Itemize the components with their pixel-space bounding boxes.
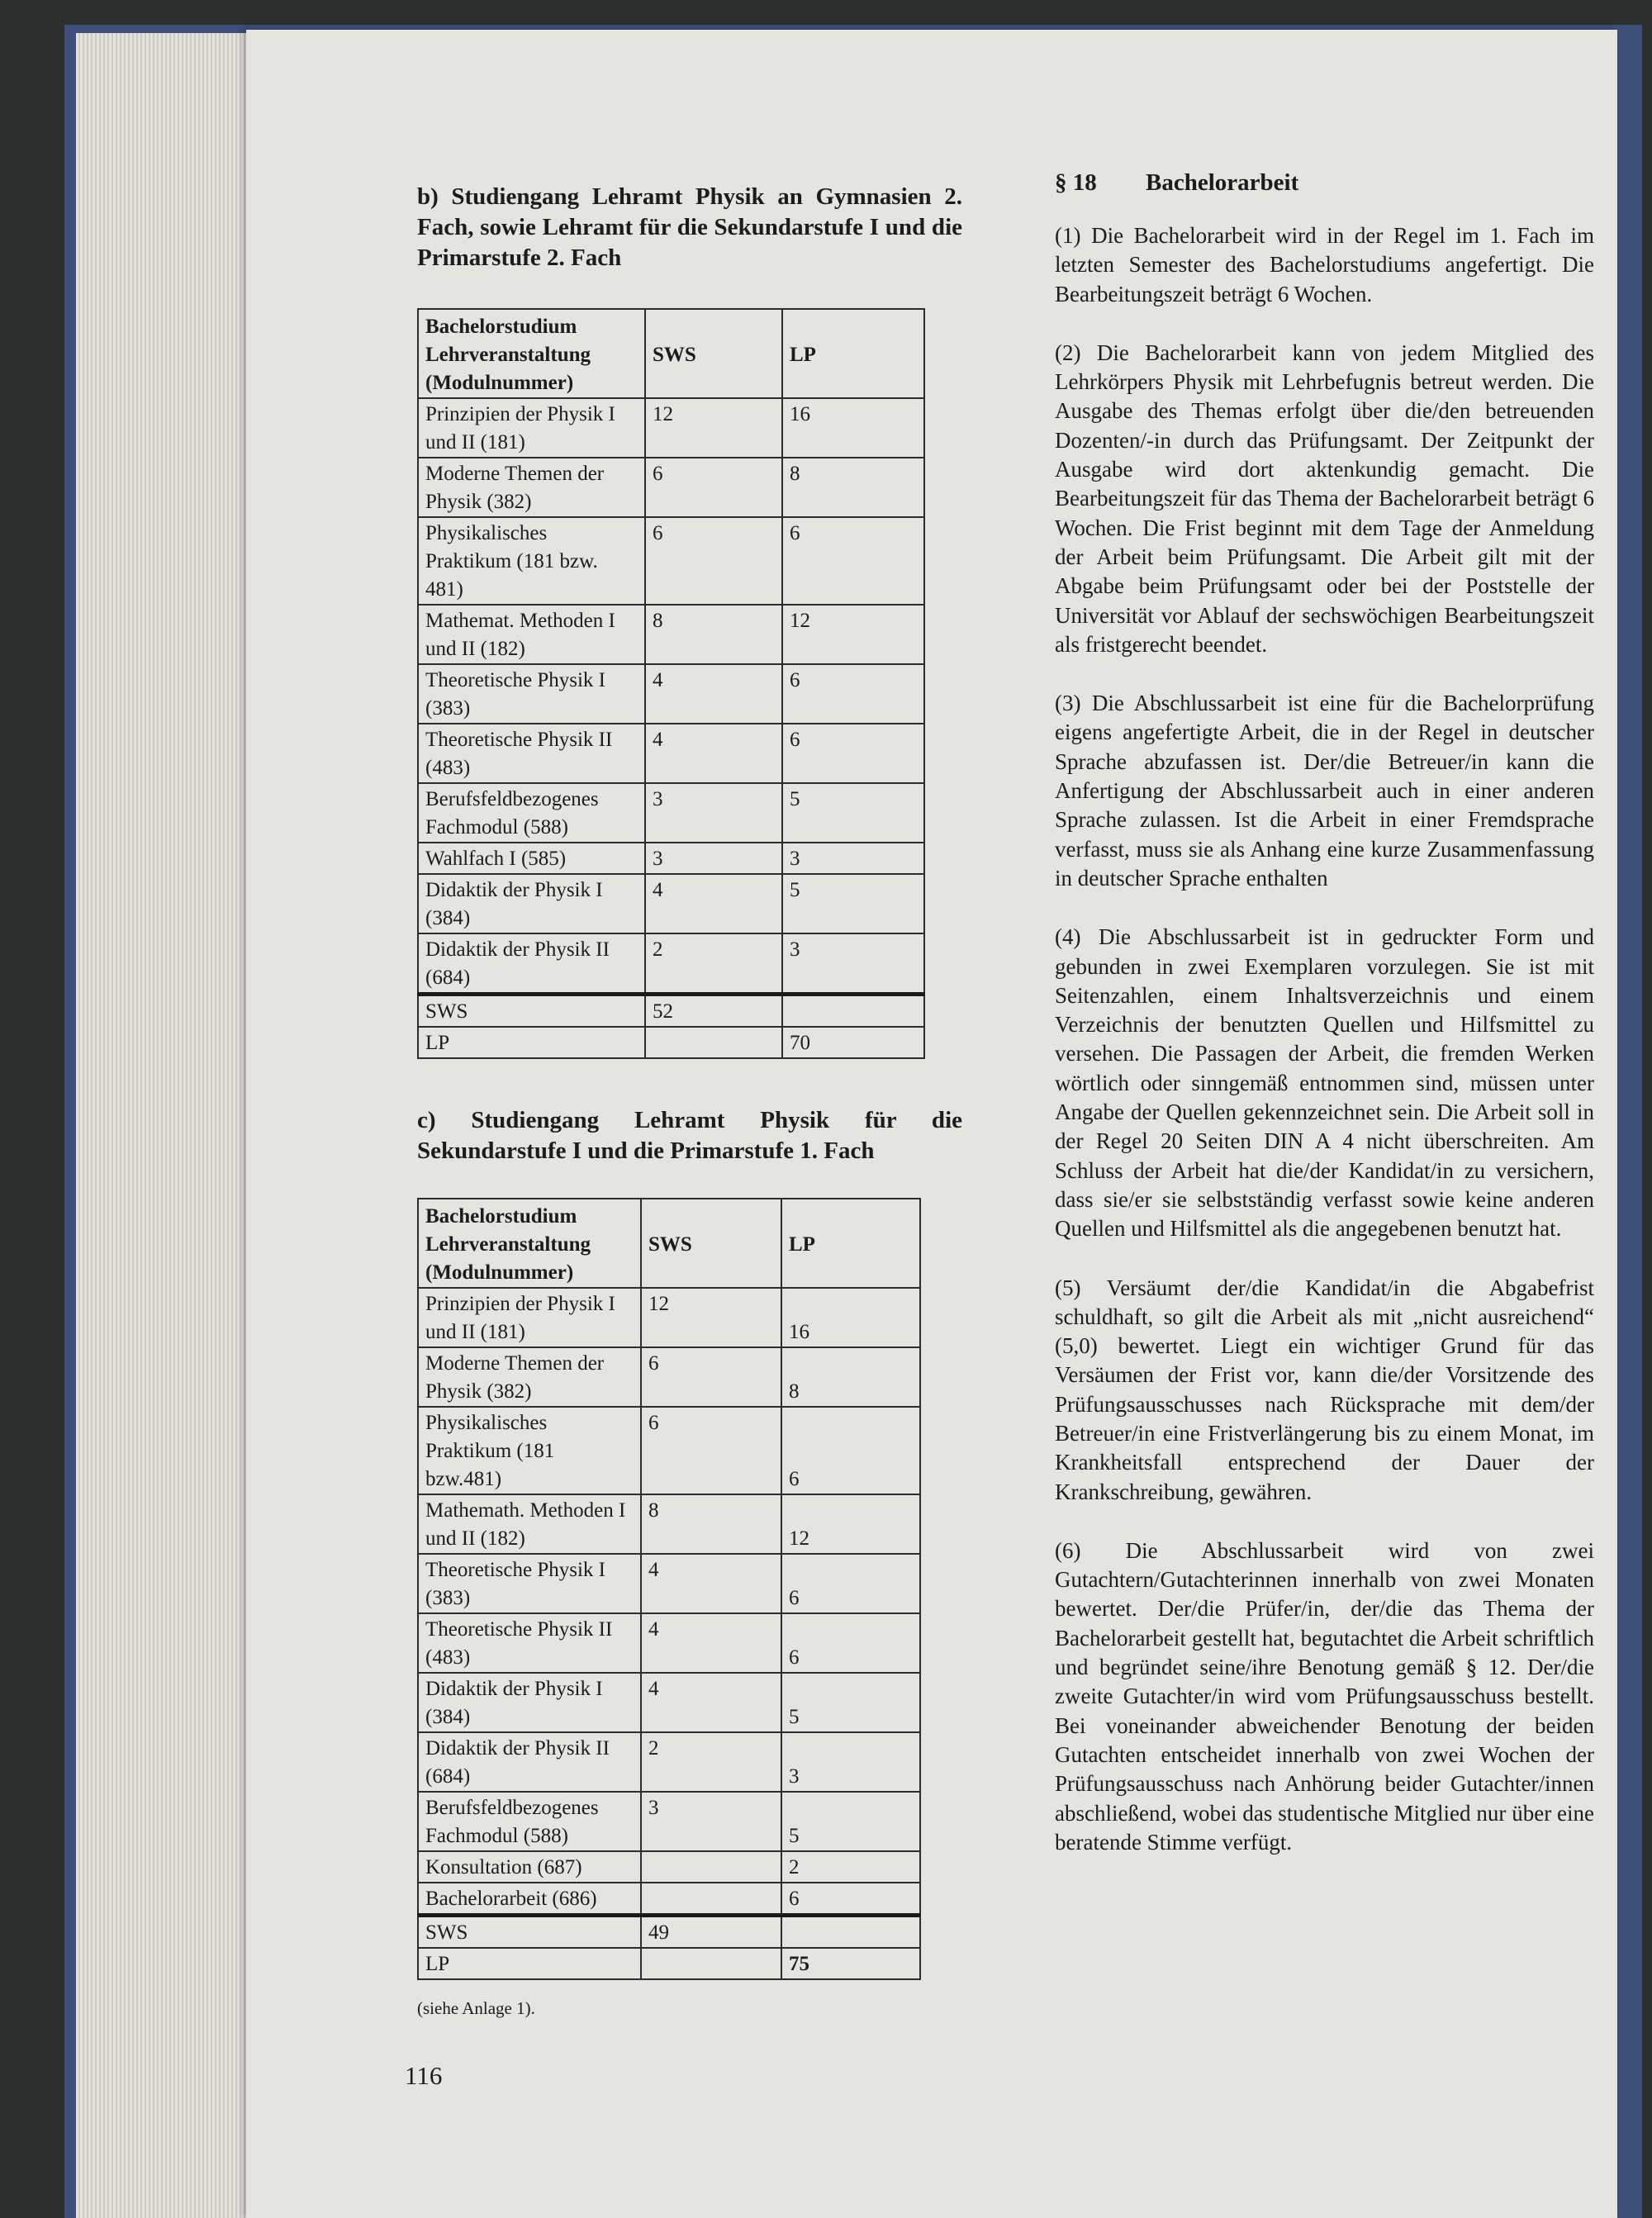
- table-row: [418, 605, 924, 664]
- cell-sws: 3: [641, 1792, 781, 1851]
- cell-course: Theoretische Physik I (383): [418, 1554, 641, 1613]
- cell-lp: 6: [782, 664, 924, 724]
- cell-sws: 4: [645, 874, 782, 933]
- cell-sws: 3: [645, 843, 782, 874]
- table-row: [418, 458, 924, 517]
- cell-total-label: SWS: [418, 995, 645, 1028]
- cell-sws: 6: [641, 1407, 781, 1494]
- total-row-lp: [418, 1027, 924, 1058]
- cell-course: Theoretische Physik II (483): [418, 724, 645, 783]
- cell-lp: 5: [781, 1673, 920, 1732]
- table-row: [418, 398, 924, 458]
- cell-total-label: SWS: [418, 1916, 641, 1949]
- cell-course: Physikalisches Praktikum (181 bzw. 481): [418, 517, 645, 605]
- cell-course: Didaktik der Physik II (684): [418, 933, 645, 995]
- table-row: [418, 1883, 920, 1916]
- header-sws: SWS: [645, 309, 782, 398]
- cell-lp: 8: [781, 1347, 920, 1407]
- cell-total-lp: 70: [782, 1027, 924, 1058]
- cell-lp: 5: [782, 783, 924, 843]
- table-row: [418, 1288, 920, 1347]
- cell-lp: 6: [781, 1407, 920, 1494]
- cell-lp: 6: [781, 1554, 920, 1613]
- cell-lp: 12: [781, 1494, 920, 1554]
- section-number: § 18: [1055, 169, 1097, 196]
- cell-course: Moderne Themen der Physik (382): [418, 1347, 641, 1407]
- cell-lp: 12: [782, 605, 924, 664]
- total-row-sws: [418, 995, 924, 1028]
- cell-course: Mathemat. Methoden I und II (182): [418, 605, 645, 664]
- table-header-row: [418, 309, 924, 398]
- cell-course: Prinzipien der Physik I und II (181): [418, 1288, 641, 1347]
- cell-total-lp: [782, 995, 924, 1028]
- table-row: [418, 1851, 920, 1883]
- cell-total-label: LP: [418, 1948, 641, 1979]
- section-title: Bachelorarbeit: [1146, 169, 1299, 196]
- heading-c: c) Studiengang Lehramt Physik für die Sekundarstufe I und die Primarstufe 1. Fach: [417, 1107, 962, 1164]
- cell-total-sws: [645, 1027, 782, 1058]
- cell-total-sws: 52: [645, 995, 782, 1028]
- header-course: Bachelorstudium Lehrveranstaltung (Modulnummer): [418, 309, 645, 398]
- paragraph-6: (6) Die Abschlussarbeit wird von zwei Gutachtern/Gutachterinnen innerhalb von zwei Monaten bewertet. Der/die Prüfer/in, der/die das Thema der Bachelorarbeit gestellt hat, begutachtet die Arbeit schriftlich und begründet seine/ihre Benotung gemäß § 12. Der/die zweite Gutachter/in wird vom Prüfungsausschuss bestellt. Bei voneinander abweichender Benotung der beiden Gutachten entscheidet innerhalb von zwei Wochen der Prüfungsausschuss nach Anhörung beider Gutachter/innen abschließend, wobei das studentische Mitglied nur über eine beratende Stimme verfügt.: [1055, 1537, 1594, 1855]
- paragraph-1: (1) Die Bachelorarbeit wird in der Regel im 1. Fach im letzten Semester des Bachelorstudiums angefertigt. Die Bearbeitungszeit beträgt 6 Wochen.: [1055, 223, 1594, 306]
- table-row: [418, 1732, 920, 1792]
- cell-course: Konsultation (687): [418, 1851, 641, 1883]
- cell-lp: 3: [781, 1732, 920, 1792]
- header-lp: LP: [782, 309, 924, 398]
- cell-lp: 5: [781, 1792, 920, 1851]
- table-row: [418, 1792, 920, 1851]
- cell-course: Physikalisches Praktikum (181 bzw.481): [418, 1407, 641, 1494]
- cell-lp: 16: [782, 398, 924, 458]
- cell-sws: 4: [645, 664, 782, 724]
- cell-total-label: LP: [418, 1027, 645, 1058]
- table-row: [418, 843, 924, 874]
- page-edges: [76, 33, 266, 2218]
- total-row-sws: [418, 1916, 920, 1949]
- cell-sws: [641, 1851, 781, 1883]
- table-b: [417, 308, 925, 1059]
- cell-course: Moderne Themen der Physik (382): [418, 458, 645, 517]
- cell-lp: 6: [781, 1613, 920, 1673]
- cell-course: Wahlfach I (585): [418, 843, 645, 874]
- paragraph-2: (2) Die Bachelorarbeit kann von jedem Mitglied des Lehrkörpers Physik mit Lehrbefugnis betreut werden. Die Ausgabe des Themas erfolgt über die/den betreuenden Dozenten/-in durch das Prüfungsamt. Der Zeitpunkt der Ausgabe wird dort aktenkundig gemacht. Die Bearbeitungszeit für das Thema der Bachelorarbeit beträgt 6 Wochen. Die Frist beginnt mit dem Tage der Anmeldung der Arbeit beim Prüfungsamt. Die Arbeit gilt mit der Abgabe beim Prüfungsamt oder bei der Poststelle der Universität vor Ablauf der sechswöchigen Bearbeitungszeit als fristgerecht beendet.: [1055, 340, 1594, 657]
- table-row: [418, 1494, 920, 1554]
- table-header-row: [418, 1199, 920, 1288]
- cell-lp: 2: [781, 1851, 920, 1883]
- cell-sws: 4: [641, 1673, 781, 1732]
- table-row: [418, 1554, 920, 1613]
- paragraph-4: (4) Die Abschlussarbeit ist in gedruckter Form und gebunden in zwei Exemplaren vorzulegen. Sie ist mit Seitenzahlen, einem Inhaltsverzeichnis und einem Verzeichnis der benutzten Quellen und Hilfsmittel zu versehen. Die Passagen der Arbeit, die fremden Werken wörtlich oder sinngemäß entnommen sind, müssen unter Angabe der Quellen gekennzeichnet sein. Die Arbeit soll in der Regel 20 Seiten DIN A 4 nicht überschreiten. Am Schluss der Arbeit hat die/der Kandidat/in zu versichern, dass sie/er sie selbstständig verfasst sowie keine anderen Quellen und Hilfsmittel als die angegebenen benutzt hat.: [1055, 924, 1594, 1242]
- left-column: [417, 182, 962, 2019]
- cell-sws: 8: [641, 1494, 781, 1554]
- cell-sws: 6: [641, 1347, 781, 1407]
- cell-sws: 4: [645, 724, 782, 783]
- cell-course: Mathemath. Methoden I und II (182): [418, 1494, 641, 1554]
- table-row: [418, 1613, 920, 1673]
- table-row: [418, 1347, 920, 1407]
- cell-lp: 3: [782, 843, 924, 874]
- cell-lp: 6: [781, 1883, 920, 1916]
- cell-lp: 6: [782, 517, 924, 605]
- cell-total-sws: 49: [641, 1916, 781, 1949]
- cell-sws: 2: [645, 933, 782, 995]
- cell-course: Didaktik der Physik II (684): [418, 1732, 641, 1792]
- cell-sws: 4: [641, 1613, 781, 1673]
- total-row-lp: [418, 1948, 920, 1979]
- cell-course: Didaktik der Physik I (384): [418, 874, 645, 933]
- cell-course: Bachelorarbeit (686): [418, 1883, 641, 1916]
- cell-sws: 4: [641, 1554, 781, 1613]
- cell-sws: 8: [645, 605, 782, 664]
- section-heading: [1055, 169, 1594, 197]
- table-row: [418, 724, 924, 783]
- cell-course: Theoretische Physik II (483): [418, 1613, 641, 1673]
- header-course: Bachelorstudium Lehrveranstaltung (Modulnummer): [418, 1199, 641, 1288]
- cell-lp: 8: [782, 458, 924, 517]
- paragraph-3: (3) Die Abschlussarbeit ist eine für die Bachelorprüfung eigens angefertigte Arbeit, die in der Regel in deutscher Sprache abzufassen ist. Der/die Betreuer/in kann die Anfertigung der Abschlussarbeit auch in einer anderen Sprache zulassen. Ist die Arbeit in einer Fremdsprache verfasst, muss sie als Anhang eine kurze Zusammenfassung in deutscher Sprache enthalten: [1055, 691, 1594, 891]
- table-row: [418, 783, 924, 843]
- cell-course: Theoretische Physik I (383): [418, 664, 645, 724]
- cell-sws: 3: [645, 783, 782, 843]
- header-lp: LP: [781, 1199, 920, 1288]
- cell-course: Didaktik der Physik I (384): [418, 1673, 641, 1732]
- right-column: [1055, 169, 1594, 1887]
- cell-sws: 12: [641, 1288, 781, 1347]
- cell-sws: 2: [641, 1732, 781, 1792]
- cell-course: Berufsfeldbezogenes Fachmodul (588): [418, 1792, 641, 1851]
- cell-sws: 6: [645, 458, 782, 517]
- cell-course: Berufsfeldbezogenes Fachmodul (588): [418, 783, 645, 843]
- cell-total-lp: [781, 1916, 920, 1949]
- table-row: [418, 664, 924, 724]
- paragraph-5: (5) Versäumt der/die Kandidat/in die Abgabefrist schuldhaft, so gilt die Arbeit als mit „nicht ausreichend“ (5,0) bewertet. Liegt ein wichtiger Grund für das Versäumen der Frist vor, kann die/der Vorsitzende des Prüfungsausschusses nach Rücksprache mit dem/der Betreuer/in eine Fristverlängerung bis zu einem Monat, im Krankheitsfall entsprechend der Dauer der Krankschreibung, gewähren.: [1055, 1275, 1594, 1504]
- cell-total-sws: [641, 1948, 781, 1979]
- cell-lp: 16: [781, 1288, 920, 1347]
- page-number: 116: [405, 2061, 443, 2090]
- table-row: [418, 1673, 920, 1732]
- cell-sws: [641, 1883, 781, 1916]
- appendix-note: (siehe Anlage 1).: [417, 1998, 535, 2018]
- cell-lp: 5: [782, 874, 924, 933]
- table-row: [418, 933, 924, 995]
- table-c: [417, 1198, 921, 1980]
- cell-sws: 6: [645, 517, 782, 605]
- heading-b: b) Studiengang Lehramt Physik an Gymnasien 2. Fach, sowie Lehramt für die Sekundarstufe I und die Primarstufe 2. Fach: [417, 183, 962, 271]
- cell-lp: 3: [782, 933, 924, 995]
- cell-sws: 12: [645, 398, 782, 458]
- cell-total-lp: 75: [781, 1948, 920, 1979]
- table-row: [418, 1407, 920, 1494]
- table-row: [418, 517, 924, 605]
- header-sws: SWS: [641, 1199, 781, 1288]
- table-row: [418, 874, 924, 933]
- cell-course: Prinzipien der Physik I und II (181): [418, 398, 645, 458]
- cell-lp: 6: [782, 724, 924, 783]
